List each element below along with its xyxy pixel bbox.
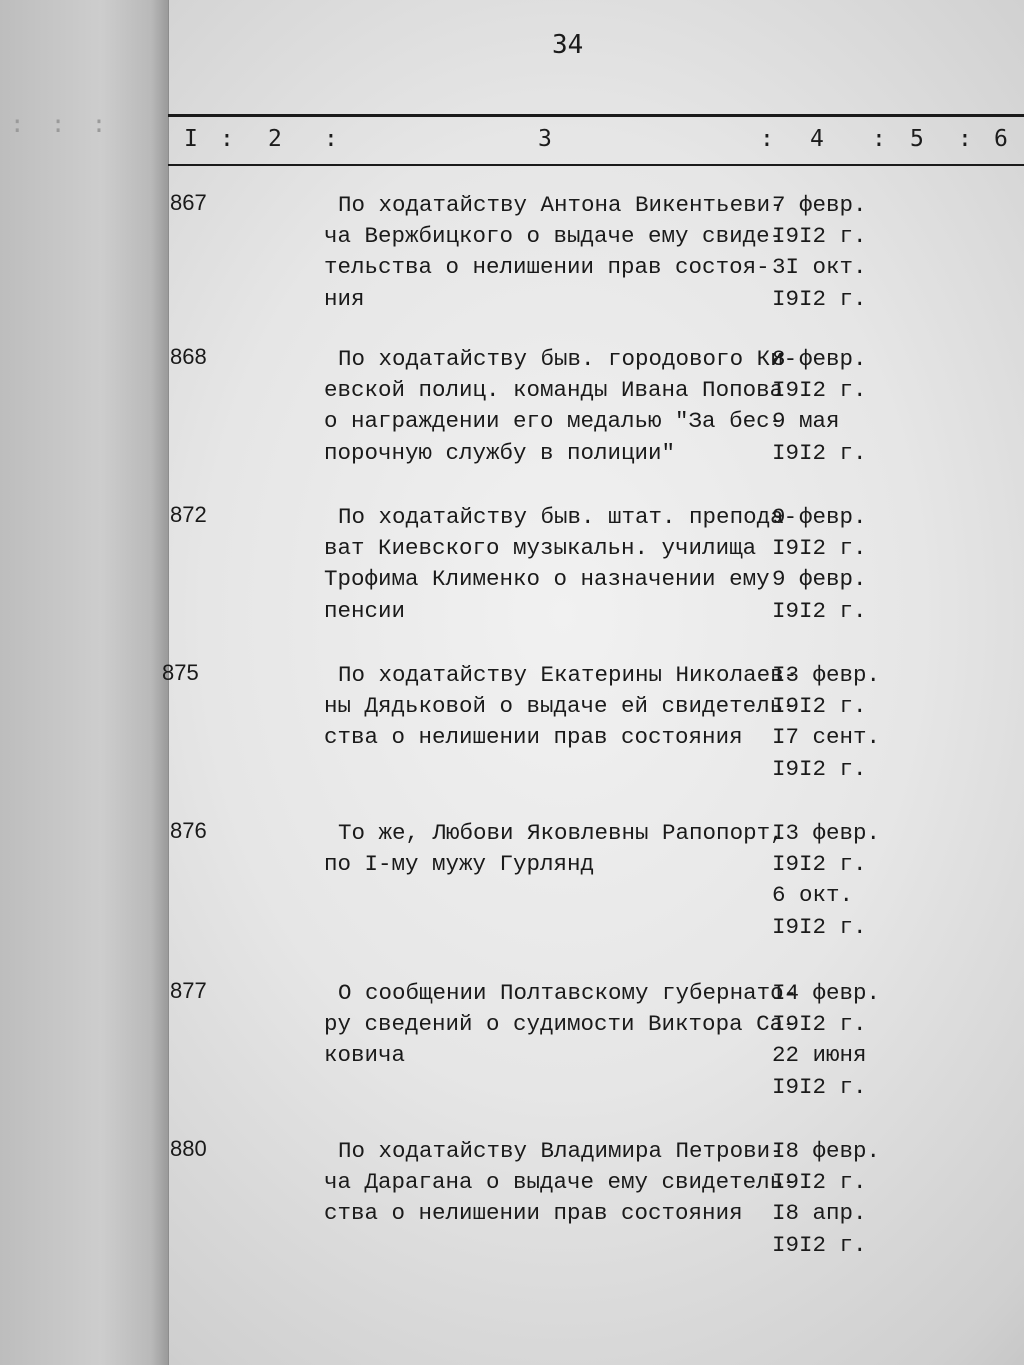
header-rule-bottom xyxy=(168,164,1024,166)
column-header-2: 2 xyxy=(268,126,282,152)
case-number: 875 xyxy=(162,660,199,685)
case-description: По ходатайству Екатерины Николаев- ны Дядьковой о выдаче ей свидетель- ства о нелишении прав состояния xyxy=(324,662,798,751)
case-description: То же, Любови Яковлевны Рапопорт, по I-му мужу Гурлянд xyxy=(324,820,784,878)
case-number: 867 xyxy=(170,190,207,215)
column-header-4: 4 xyxy=(810,126,824,152)
case-dates: 7 февр. I9I2 г. 3I окт. I9I2 г. xyxy=(772,192,867,312)
case-description: По ходатайству быв. городового Ки- евской полиц. команды Ивана Попова о награждении его медалью "За бес- порочную службу в полиции" xyxy=(324,346,798,466)
column-header-5: 5 xyxy=(910,126,924,152)
case-dates: I4 февр. I9I2 г. 22 июня I9I2 г. xyxy=(772,980,881,1100)
bleed-through-mark: : : : xyxy=(10,110,113,138)
facing-page-edge xyxy=(0,0,169,1365)
column-header-3: 3 xyxy=(538,126,552,152)
case-dates: I3 февр. I9I2 г. I7 сент. I9I2 г. xyxy=(772,662,881,782)
column-separator: : xyxy=(220,126,234,152)
header-rule-top xyxy=(168,114,1024,117)
case-description: По ходатайству быв. штат. препода- ват Киевского музыкальн. училища Трофима Клименко о назначении ему пенсии xyxy=(324,504,798,624)
case-number: 876 xyxy=(170,818,207,843)
case-description: По ходатайству Владимира Петрови- ча Дарагана о выдаче ему свидетель- ства о нелишении прав состояния xyxy=(324,1138,797,1227)
case-number: 872 xyxy=(170,502,207,527)
column-header-1: I xyxy=(184,126,198,152)
case-description: По ходатайству Антона Викентьеви- ча Вержбицкого о выдаче ему свиде- тельства о нелишении прав состоя- ния xyxy=(324,192,784,312)
page-number: 34 xyxy=(552,30,584,60)
document-page xyxy=(162,0,1024,1365)
case-dates: 9 февр. I9I2 г. 9 февр. I9I2 г. xyxy=(772,504,867,624)
column-header-6: 6 xyxy=(994,126,1008,152)
case-number: 877 xyxy=(170,978,207,1003)
case-dates: I3 февр. I9I2 г. 6 окт. I9I2 г. xyxy=(772,820,881,940)
case-number: 880 xyxy=(170,1136,207,1161)
case-description: О сообщении Полтавскому губернато- ру сведений о судимости Виктора Са- ковича xyxy=(324,980,798,1069)
case-number: 868 xyxy=(170,344,207,369)
case-dates: I8 февр. I9I2 г. I8 апр. I9I2 г. xyxy=(772,1138,881,1258)
column-separator: : xyxy=(324,126,338,152)
column-separator: : xyxy=(872,126,886,152)
column-separator: : xyxy=(958,126,972,152)
column-separator: : xyxy=(760,126,774,152)
case-dates: 8 февр. I9I2 г. 9 мая I9I2 г. xyxy=(772,346,867,466)
